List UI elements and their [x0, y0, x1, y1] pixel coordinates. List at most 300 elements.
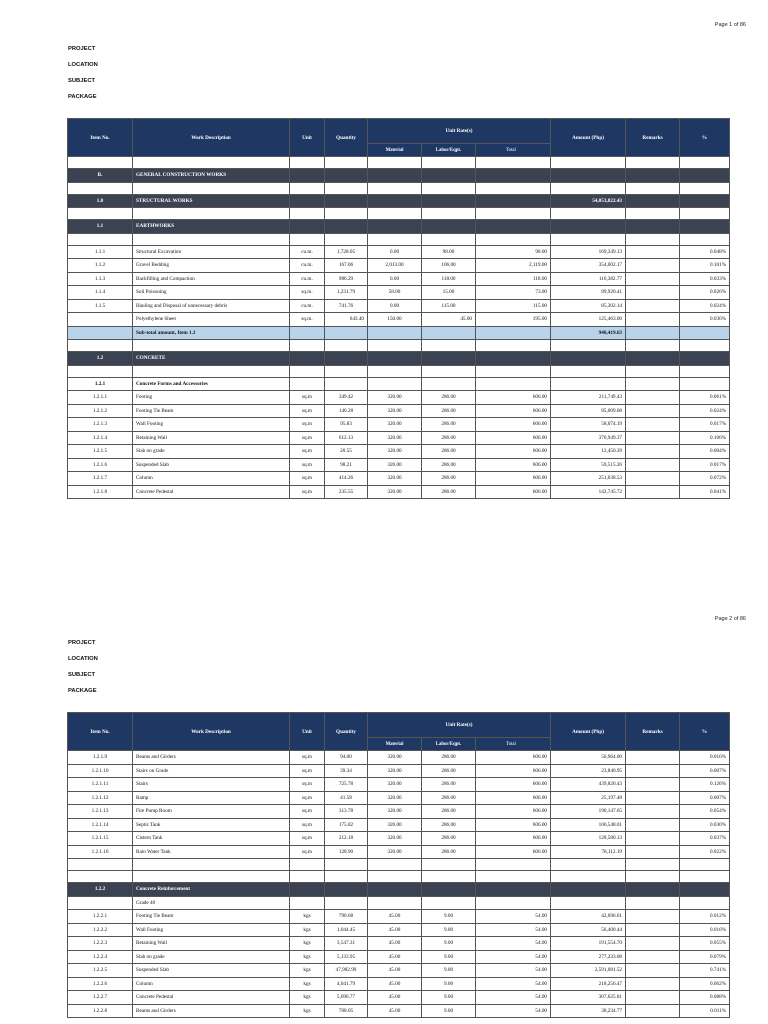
empty-cell: [325, 233, 368, 245]
empty-cell: [133, 233, 290, 245]
unit: sq.m: [290, 418, 325, 432]
empty-cell: [290, 220, 325, 234]
quantity: 3,547.31: [325, 937, 368, 951]
table-row: [68, 418, 730, 432]
item-number: 1.1.1: [68, 245, 133, 259]
empty-cell: [290, 169, 325, 183]
subsection-title: Concrete Forms and Accessories: [133, 377, 290, 391]
item-number: 1.2.2.1: [68, 910, 133, 924]
total-rate: 54.00: [476, 937, 551, 951]
empty-cell: [368, 326, 422, 340]
remarks: [626, 991, 680, 1005]
empty-cell: [680, 326, 730, 340]
empty-cell: [626, 208, 680, 220]
header-unit: Unit: [290, 713, 325, 751]
total-rate: 606.00: [476, 751, 551, 765]
item-number: [68, 313, 133, 327]
remarks: [626, 845, 680, 859]
amount: 277,233.08: [551, 950, 626, 964]
labor-rate: 286.00: [422, 845, 476, 859]
quantity: 175.82: [325, 818, 368, 832]
empty-cell: [551, 340, 626, 352]
amount: 106,548.01: [551, 818, 626, 832]
total-rate: 115.00: [476, 299, 551, 313]
empty-cell: [422, 352, 476, 366]
unit: kgs: [290, 991, 325, 1005]
total-rate: 2,119.00: [476, 259, 551, 273]
section-heading-row: [68, 883, 730, 897]
work-description: Column: [133, 472, 290, 486]
table-row: [68, 991, 730, 1005]
section-amount: 54,053,822.43: [551, 194, 626, 208]
labor-rate: 9.00: [422, 964, 476, 978]
remarks: [626, 259, 680, 273]
empty-cell: [422, 340, 476, 352]
work-description: Suspended Slab: [133, 964, 290, 978]
subtotal-row: [68, 326, 730, 340]
empty-cell: [551, 871, 626, 883]
empty-cell: [422, 208, 476, 220]
unit: sq.m.: [290, 286, 325, 300]
empty-cell: [368, 859, 422, 871]
work-description: Fire Pump Room: [133, 805, 290, 819]
empty-cell: [325, 896, 368, 910]
quantity: 643.40: [325, 313, 368, 327]
amount: 59,515.26: [551, 458, 626, 472]
empty-cell: [551, 896, 626, 910]
work-description: Beams and Girders: [133, 1004, 290, 1018]
empty-cell: [476, 208, 551, 220]
section-title: CONCRETE: [133, 352, 290, 366]
quantity: 39.34: [325, 764, 368, 778]
meta-subject: SUBJECT: [68, 672, 96, 678]
labor-rate: 286.00: [422, 458, 476, 472]
work-description: Retaining Wall: [133, 431, 290, 445]
empty-cell: [325, 220, 368, 234]
empty-cell: [422, 194, 476, 208]
material-rate: 320.00: [368, 791, 422, 805]
unit: cu.m.: [290, 259, 325, 273]
amount: 169,349.13: [551, 245, 626, 259]
labor-rate: 286.00: [422, 431, 476, 445]
remarks: [626, 910, 680, 924]
meta-package: PACKAGE: [68, 688, 97, 694]
unit: sq.m: [290, 445, 325, 459]
percent: 0.126%: [680, 778, 730, 792]
section-amount: [551, 883, 626, 897]
table-row: [68, 1004, 730, 1018]
percent: 0.024%: [680, 299, 730, 313]
empty-cell: [551, 208, 626, 220]
item-number: 1.2.1.8: [68, 485, 133, 499]
quantity: 414.26: [325, 472, 368, 486]
quantity: 128.90: [325, 845, 368, 859]
table-row: [68, 923, 730, 937]
empty-cell: [476, 340, 551, 352]
header-percent: %: [680, 713, 730, 751]
item-number: 1.2.1.10: [68, 764, 133, 778]
header-item-no: Item No.: [68, 119, 133, 157]
empty-cell: [626, 194, 680, 208]
percent: 0.106%: [680, 431, 730, 445]
remarks: [626, 245, 680, 259]
material-rate: 320.00: [368, 845, 422, 859]
item-number: 1.2.1.6: [68, 458, 133, 472]
table-row: [68, 832, 730, 846]
empty-cell: [290, 365, 325, 377]
empty-cell: [68, 871, 133, 883]
document-page-2: [0, 594, 768, 1024]
meta-location: LOCATION: [68, 62, 98, 68]
labor-rate: 15.00: [422, 286, 476, 300]
empty-cell: [368, 233, 422, 245]
empty-cell: [680, 859, 730, 871]
material-rate: 0.00: [368, 272, 422, 286]
empty-cell: [680, 352, 730, 366]
work-description: Slab on grade: [133, 950, 290, 964]
material-rate: 320.00: [368, 418, 422, 432]
page-number: Page 2 of 86: [714, 616, 746, 622]
material-rate: 58.00: [368, 286, 422, 300]
percent: 0.041%: [680, 485, 730, 499]
quantity: 5,696.77: [325, 991, 368, 1005]
percent: 0.088%: [680, 991, 730, 1005]
table-body: [68, 751, 730, 1018]
empty-cell: [422, 871, 476, 883]
empty-cell: [422, 883, 476, 897]
unit: sq.m: [290, 751, 325, 765]
empty-cell: [422, 182, 476, 194]
item-number: 1.2.2: [68, 883, 133, 897]
empty-cell: [422, 859, 476, 871]
empty-cell: [325, 169, 368, 183]
section-heading-row: [68, 352, 730, 366]
percent: 0.012%: [680, 910, 730, 924]
work-description: Polyethylene Sheet: [133, 313, 290, 327]
empty-cell: [68, 157, 133, 169]
labor-rate: 286.00: [422, 391, 476, 405]
labor-rate: 9.00: [422, 923, 476, 937]
percent: 0.007%: [680, 791, 730, 805]
empty-cell: [476, 194, 551, 208]
empty-cell: [680, 157, 730, 169]
empty-cell: [325, 157, 368, 169]
work-description: Hauling and Disposal of unnecessary debris: [133, 299, 290, 313]
work-description: Concrete Pedestal: [133, 991, 290, 1005]
item-number: 1.2.1.9: [68, 751, 133, 765]
empty-cell: [325, 182, 368, 194]
amount: 307,625.81: [551, 991, 626, 1005]
material-rate: 45.00: [368, 1004, 422, 1018]
remarks: [626, 950, 680, 964]
empty-cell: [133, 365, 290, 377]
unit: sq.m.: [290, 313, 325, 327]
work-description: Footing Tie Beam: [133, 910, 290, 924]
amount: 190,147.65: [551, 805, 626, 819]
item-number: 1.2.1.13: [68, 805, 133, 819]
empty-cell: [626, 182, 680, 194]
amount: 116,382.77: [551, 272, 626, 286]
total-rate: 606.00: [476, 418, 551, 432]
labor-rate: 115.00: [422, 299, 476, 313]
material-rate: 0.00: [368, 245, 422, 259]
total-rate: 606.00: [476, 431, 551, 445]
meta-location: LOCATION: [68, 656, 98, 662]
item-number: 1.2.1.1: [68, 391, 133, 405]
table-row: [68, 818, 730, 832]
empty-cell: [680, 365, 730, 377]
table-row: [68, 431, 730, 445]
percent: 0.079%: [680, 950, 730, 964]
percent: 0.011%: [680, 1004, 730, 1018]
empty-cell: [290, 208, 325, 220]
total-rate: 606.00: [476, 791, 551, 805]
item-number: 1.1.3: [68, 272, 133, 286]
work-description: Stairs: [133, 778, 290, 792]
empty-cell: [325, 208, 368, 220]
empty-cell: [626, 157, 680, 169]
amount: 354,002.17: [551, 259, 626, 273]
total-rate: 606.00: [476, 778, 551, 792]
quantity: 94.00: [325, 751, 368, 765]
quantity: 5,133.95: [325, 950, 368, 964]
percent: 0.016%: [680, 751, 730, 765]
table-row: [68, 286, 730, 300]
amount: 2,591,081.52: [551, 964, 626, 978]
quantity: 1,728.05: [325, 245, 368, 259]
empty-cell: [476, 365, 551, 377]
percent: 0.016%: [680, 923, 730, 937]
bill-of-quantities-table: [67, 712, 730, 1018]
empty-cell: [680, 208, 730, 220]
item-number: 1.2.1.14: [68, 818, 133, 832]
empty-cell: [68, 326, 133, 340]
empty-cell: [626, 859, 680, 871]
labor-rate: 286.00: [422, 485, 476, 499]
empty-cell: [476, 871, 551, 883]
header-quantity: Quantity: [325, 713, 368, 751]
total-rate: 606.00: [476, 764, 551, 778]
header-labor: Labor/Eqpt.: [422, 144, 476, 157]
empty-cell: [325, 365, 368, 377]
total-rate: 606.00: [476, 845, 551, 859]
unit: sq.m: [290, 818, 325, 832]
empty-cell: [680, 340, 730, 352]
labor-rate: 9.00: [422, 1004, 476, 1018]
blank-row: [68, 233, 730, 245]
material-rate: 320.00: [368, 805, 422, 819]
unit: cu.m.: [290, 245, 325, 259]
empty-cell: [68, 233, 133, 245]
quantity: 708.05: [325, 1004, 368, 1018]
table-row: [68, 845, 730, 859]
empty-cell: [476, 220, 551, 234]
remarks: [626, 472, 680, 486]
subtotal-label: Sub-total amount, Item 1.1: [133, 326, 290, 340]
empty-cell: [626, 896, 680, 910]
empty-cell: [680, 194, 730, 208]
unit: cu.m.: [290, 299, 325, 313]
amount: 42,696.61: [551, 910, 626, 924]
empty-cell: [68, 208, 133, 220]
empty-cell: [476, 896, 551, 910]
percent: 0.007%: [680, 764, 730, 778]
work-description: Slab on grade: [133, 445, 290, 459]
empty-cell: [290, 883, 325, 897]
remarks: [626, 977, 680, 991]
labor-rate: 286.00: [422, 418, 476, 432]
remarks: [626, 286, 680, 300]
quantity: 349.42: [325, 391, 368, 405]
material-rate: 150.00: [368, 313, 422, 327]
work-description: Wall Footing: [133, 418, 290, 432]
total-rate: 606.00: [476, 445, 551, 459]
item-number: 1.2.1.2: [68, 404, 133, 418]
unit: kgs: [290, 977, 325, 991]
empty-cell: [476, 326, 551, 340]
blank-row: [68, 340, 730, 352]
empty-cell: [626, 340, 680, 352]
empty-cell: [368, 377, 422, 391]
quantity: 20.55: [325, 445, 368, 459]
header-work-description: Work Description: [133, 119, 290, 157]
empty-cell: [68, 859, 133, 871]
quantity: 612.13: [325, 431, 368, 445]
empty-cell: [325, 377, 368, 391]
work-description: Gravel Bedding: [133, 259, 290, 273]
amount: 251,038.53: [551, 472, 626, 486]
table-row: [68, 964, 730, 978]
header-unit: Unit: [290, 119, 325, 157]
item-number: 1.2.1.4: [68, 431, 133, 445]
quantity: 1,231.79: [325, 286, 368, 300]
empty-cell: [680, 377, 730, 391]
blank-row: [68, 208, 730, 220]
amount: 128,580.13: [551, 832, 626, 846]
labor-rate: 286.00: [422, 805, 476, 819]
material-rate: 320.00: [368, 404, 422, 418]
section-heading-row: [68, 194, 730, 208]
percent: 0.054%: [680, 805, 730, 819]
empty-cell: [368, 194, 422, 208]
quantity: 98.21: [325, 458, 368, 472]
table-row: [68, 259, 730, 273]
total-rate: 73.00: [476, 286, 551, 300]
percent: 0.741%: [680, 964, 730, 978]
unit: kgs: [290, 1004, 325, 1018]
empty-cell: [290, 194, 325, 208]
labor-rate: 98.00: [422, 245, 476, 259]
item-number: 1.2: [68, 352, 133, 366]
item-number: 1.2.1.5: [68, 445, 133, 459]
quantity: 140.28: [325, 404, 368, 418]
empty-cell: [476, 182, 551, 194]
remarks: [626, 805, 680, 819]
subsection-title: Grade 40: [133, 896, 290, 910]
material-rate: 0.00: [368, 299, 422, 313]
quantity: 47,982.99: [325, 964, 368, 978]
table-row: [68, 404, 730, 418]
empty-cell: [476, 233, 551, 245]
table-row: [68, 391, 730, 405]
remarks: [626, 404, 680, 418]
total-rate: 54.00: [476, 910, 551, 924]
empty-cell: [476, 169, 551, 183]
item-number: 1.2.2.2: [68, 923, 133, 937]
empty-cell: [290, 377, 325, 391]
labor-rate: 9.00: [422, 910, 476, 924]
unit: sq.m: [290, 845, 325, 859]
empty-cell: [325, 340, 368, 352]
work-description: Footing: [133, 391, 290, 405]
item-number: 1.1.4: [68, 286, 133, 300]
labor-rate: 9.00: [422, 950, 476, 964]
remarks: [626, 832, 680, 846]
total-rate: 606.00: [476, 391, 551, 405]
empty-cell: [476, 352, 551, 366]
header-work-description: Work Description: [133, 713, 290, 751]
unit: sq.m: [290, 791, 325, 805]
empty-cell: [626, 326, 680, 340]
quantity: 1,044.45: [325, 923, 368, 937]
amount: 78,112.19: [551, 845, 626, 859]
quantity: 313.78: [325, 805, 368, 819]
empty-cell: [68, 365, 133, 377]
amount: 370,949.37: [551, 431, 626, 445]
total-rate: 54.00: [476, 991, 551, 1005]
empty-cell: [290, 871, 325, 883]
empty-cell: [325, 194, 368, 208]
table-header: [68, 119, 730, 157]
amount: 58,074.19: [551, 418, 626, 432]
amount: 85,302.14: [551, 299, 626, 313]
labor-rate: 286.00: [422, 764, 476, 778]
remarks: [626, 791, 680, 805]
empty-cell: [626, 883, 680, 897]
section-heading-row: [68, 169, 730, 183]
material-rate: 45.00: [368, 910, 422, 924]
unit: sq.m: [290, 805, 325, 819]
empty-cell: [325, 326, 368, 340]
percent: 0.062%: [680, 977, 730, 991]
labor-rate: 9.00: [422, 991, 476, 1005]
material-rate: 2,013.00: [368, 259, 422, 273]
subtotal-amount: 940,419.63: [551, 326, 626, 340]
empty-cell: [368, 352, 422, 366]
percent: 0.101%: [680, 259, 730, 273]
total-rate: 606.00: [476, 805, 551, 819]
blank-row: [68, 859, 730, 871]
material-rate: 45.00: [368, 937, 422, 951]
remarks: [626, 313, 680, 327]
empty-cell: [476, 157, 551, 169]
empty-cell: [133, 340, 290, 352]
table-row: [68, 791, 730, 805]
percent: 0.024%: [680, 404, 730, 418]
remarks: [626, 485, 680, 499]
amount: 191,554.70: [551, 937, 626, 951]
unit: kgs: [290, 923, 325, 937]
unit: sq.m: [290, 778, 325, 792]
table-row: [68, 445, 730, 459]
empty-cell: [133, 859, 290, 871]
header-amount: Amount (Php): [551, 119, 626, 157]
section-title: GENERAL CONSTRUCTION WORKS: [133, 169, 290, 183]
meta-project: PROJECT: [68, 640, 96, 646]
table-row: [68, 245, 730, 259]
empty-cell: [680, 233, 730, 245]
empty-cell: [368, 896, 422, 910]
